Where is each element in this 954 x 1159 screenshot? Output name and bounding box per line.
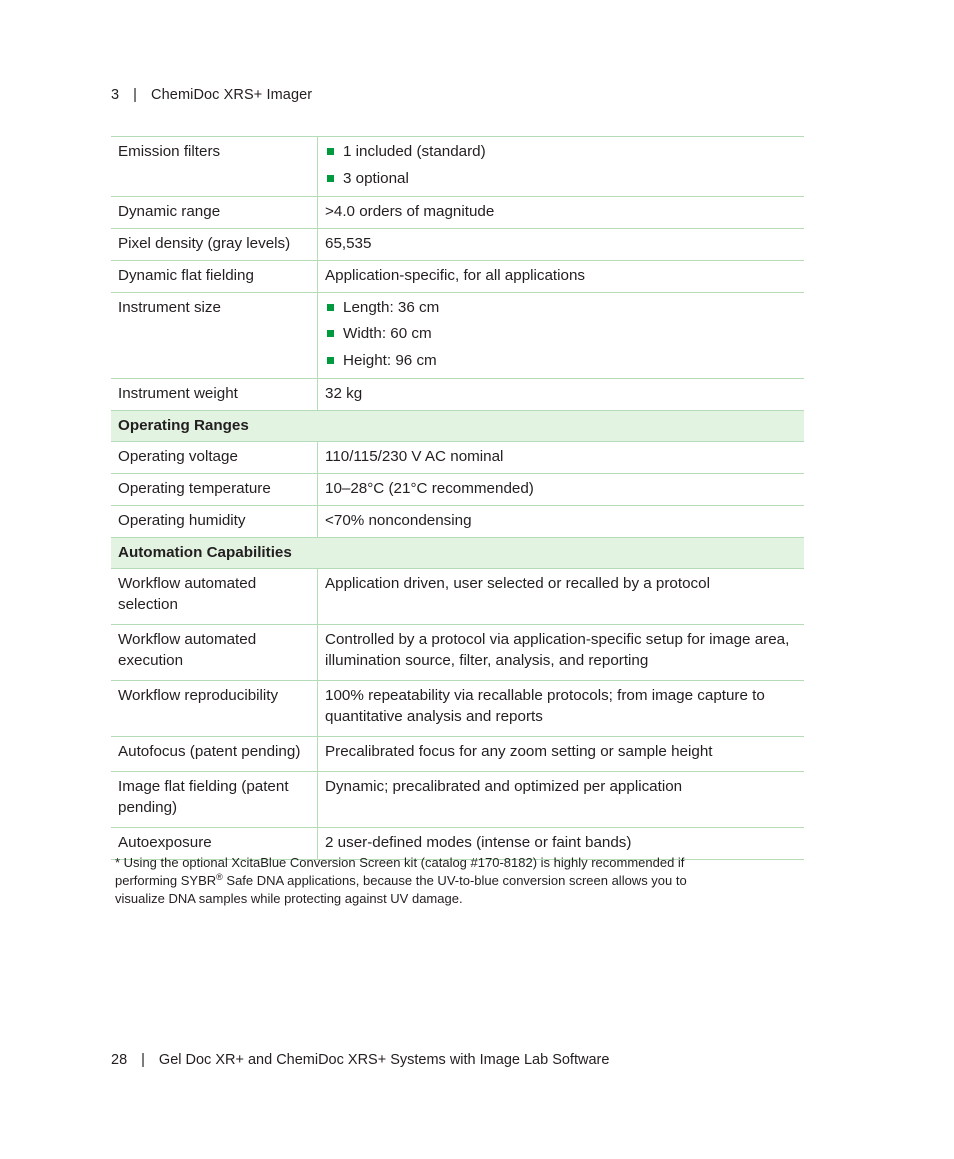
list-item-text: 3 optional xyxy=(343,169,409,187)
header-separator: | xyxy=(133,87,138,103)
spec-value: 110/115/230 V AC nominal xyxy=(318,441,805,473)
list-item xyxy=(325,168,798,189)
spec-value: Precalibrated focus for any zoom setting or sample height xyxy=(318,736,805,771)
specifications-table-body xyxy=(111,137,804,860)
spec-value: 100% repeatability via recallable protocols; from image capture to quantitative analysis and reports xyxy=(318,680,805,736)
list-item xyxy=(325,297,798,318)
table-row xyxy=(111,228,804,260)
spec-label: Autofocus (patent pending) xyxy=(111,736,318,771)
spec-label: Emission filters xyxy=(111,137,318,197)
list-item xyxy=(325,323,798,344)
spec-label: Image flat fielding (patent pending) xyxy=(111,771,318,827)
square-bullet-icon xyxy=(327,304,334,311)
spec-value xyxy=(318,292,805,378)
spec-label: Workflow reproducibility xyxy=(111,680,318,736)
list-item-text: Length: 36 cm xyxy=(343,298,440,316)
spec-value: Application driven, user selected or recalled by a protocol xyxy=(318,568,805,624)
table-row xyxy=(111,680,804,736)
table-row xyxy=(111,292,804,378)
table-row xyxy=(111,441,804,473)
footnote-line-2-start: performing SYBR xyxy=(115,873,217,888)
section-title: Operating Ranges xyxy=(111,410,804,441)
spec-value: 2 user-defined modes (intense or faint bands) xyxy=(318,827,805,859)
spec-value xyxy=(318,137,805,197)
list-item xyxy=(325,141,798,162)
spec-label: Workflow automated selection xyxy=(111,568,318,624)
footnote-line-3: visualize DNA samples while protecting against UV damage. xyxy=(115,891,463,906)
list-item-text: Width: 60 cm xyxy=(343,325,432,342)
spec-label: Pixel density (gray levels) xyxy=(111,228,318,260)
spec-label: Instrument size xyxy=(111,292,318,378)
footnote-line-2 xyxy=(115,872,775,890)
footer-page-number: 28 xyxy=(111,1052,128,1068)
spec-label: Autoexposure xyxy=(111,827,318,859)
running-footer xyxy=(111,1052,609,1068)
footer-separator: | xyxy=(141,1052,145,1068)
spec-value: 32 kg xyxy=(318,378,805,410)
list-item-text: 1 included (standard) xyxy=(343,143,486,160)
specifications-table xyxy=(111,136,804,860)
header-page-number: 3 xyxy=(111,87,120,103)
spec-label: Operating voltage xyxy=(111,441,318,473)
table-row xyxy=(111,260,804,292)
table-row xyxy=(111,137,804,197)
spec-value: Dynamic; precalibrated and optimized per application xyxy=(318,771,805,827)
running-header xyxy=(111,87,312,103)
spec-value: Application-specific, for all applications xyxy=(318,260,805,292)
bullet-list xyxy=(325,297,798,371)
spec-label: Operating temperature xyxy=(111,473,318,505)
table-row xyxy=(111,736,804,771)
square-bullet-icon xyxy=(327,148,334,155)
spec-value: 10–28°C (21°C recommended) xyxy=(318,473,805,505)
list-item-text: Height: 96 cm xyxy=(343,351,437,369)
table-row xyxy=(111,771,804,827)
section-header-row xyxy=(111,537,804,568)
table-row xyxy=(111,473,804,505)
header-title: ChemiDoc XRS+ Imager xyxy=(151,87,313,103)
spec-value: Controlled by a protocol via application-specific setup for image area, illumination source, filter, analysis, and reporting xyxy=(318,624,805,680)
spec-label: Instrument weight xyxy=(111,378,318,410)
footnote-line-1: * Using the optional XcitaBlue Conversion Screen kit (catalog #170-8182) is highly recommended if xyxy=(115,855,685,870)
section-header-row xyxy=(111,410,804,441)
spec-value: >4.0 orders of magnitude xyxy=(318,196,805,228)
table-row xyxy=(111,624,804,680)
registered-mark: ® xyxy=(216,872,223,882)
footer-title: Gel Doc XR+ and ChemiDoc XRS+ Systems with Image Lab Software xyxy=(158,1052,610,1068)
spec-label: Dynamic range xyxy=(111,196,318,228)
table-row xyxy=(111,505,804,537)
spec-label: Operating humidity xyxy=(111,505,318,537)
square-bullet-icon xyxy=(327,330,334,337)
footnote xyxy=(115,854,775,908)
section-title: Automation Capabilities xyxy=(111,537,804,568)
spec-value: <70% noncondensing xyxy=(318,505,805,537)
spec-value: 65,535 xyxy=(318,228,805,260)
square-bullet-icon xyxy=(327,357,334,364)
list-item xyxy=(325,350,798,371)
table-row xyxy=(111,378,804,410)
spec-label: Workflow automated execution xyxy=(111,624,318,680)
spec-label: Dynamic flat fielding xyxy=(111,260,318,292)
table-row xyxy=(111,196,804,228)
table-row xyxy=(111,568,804,624)
bullet-list xyxy=(325,141,798,189)
footnote-line-2-end: Safe DNA applications, because the UV-to-blue conversion screen allows you to xyxy=(222,873,687,888)
square-bullet-icon xyxy=(327,175,334,182)
